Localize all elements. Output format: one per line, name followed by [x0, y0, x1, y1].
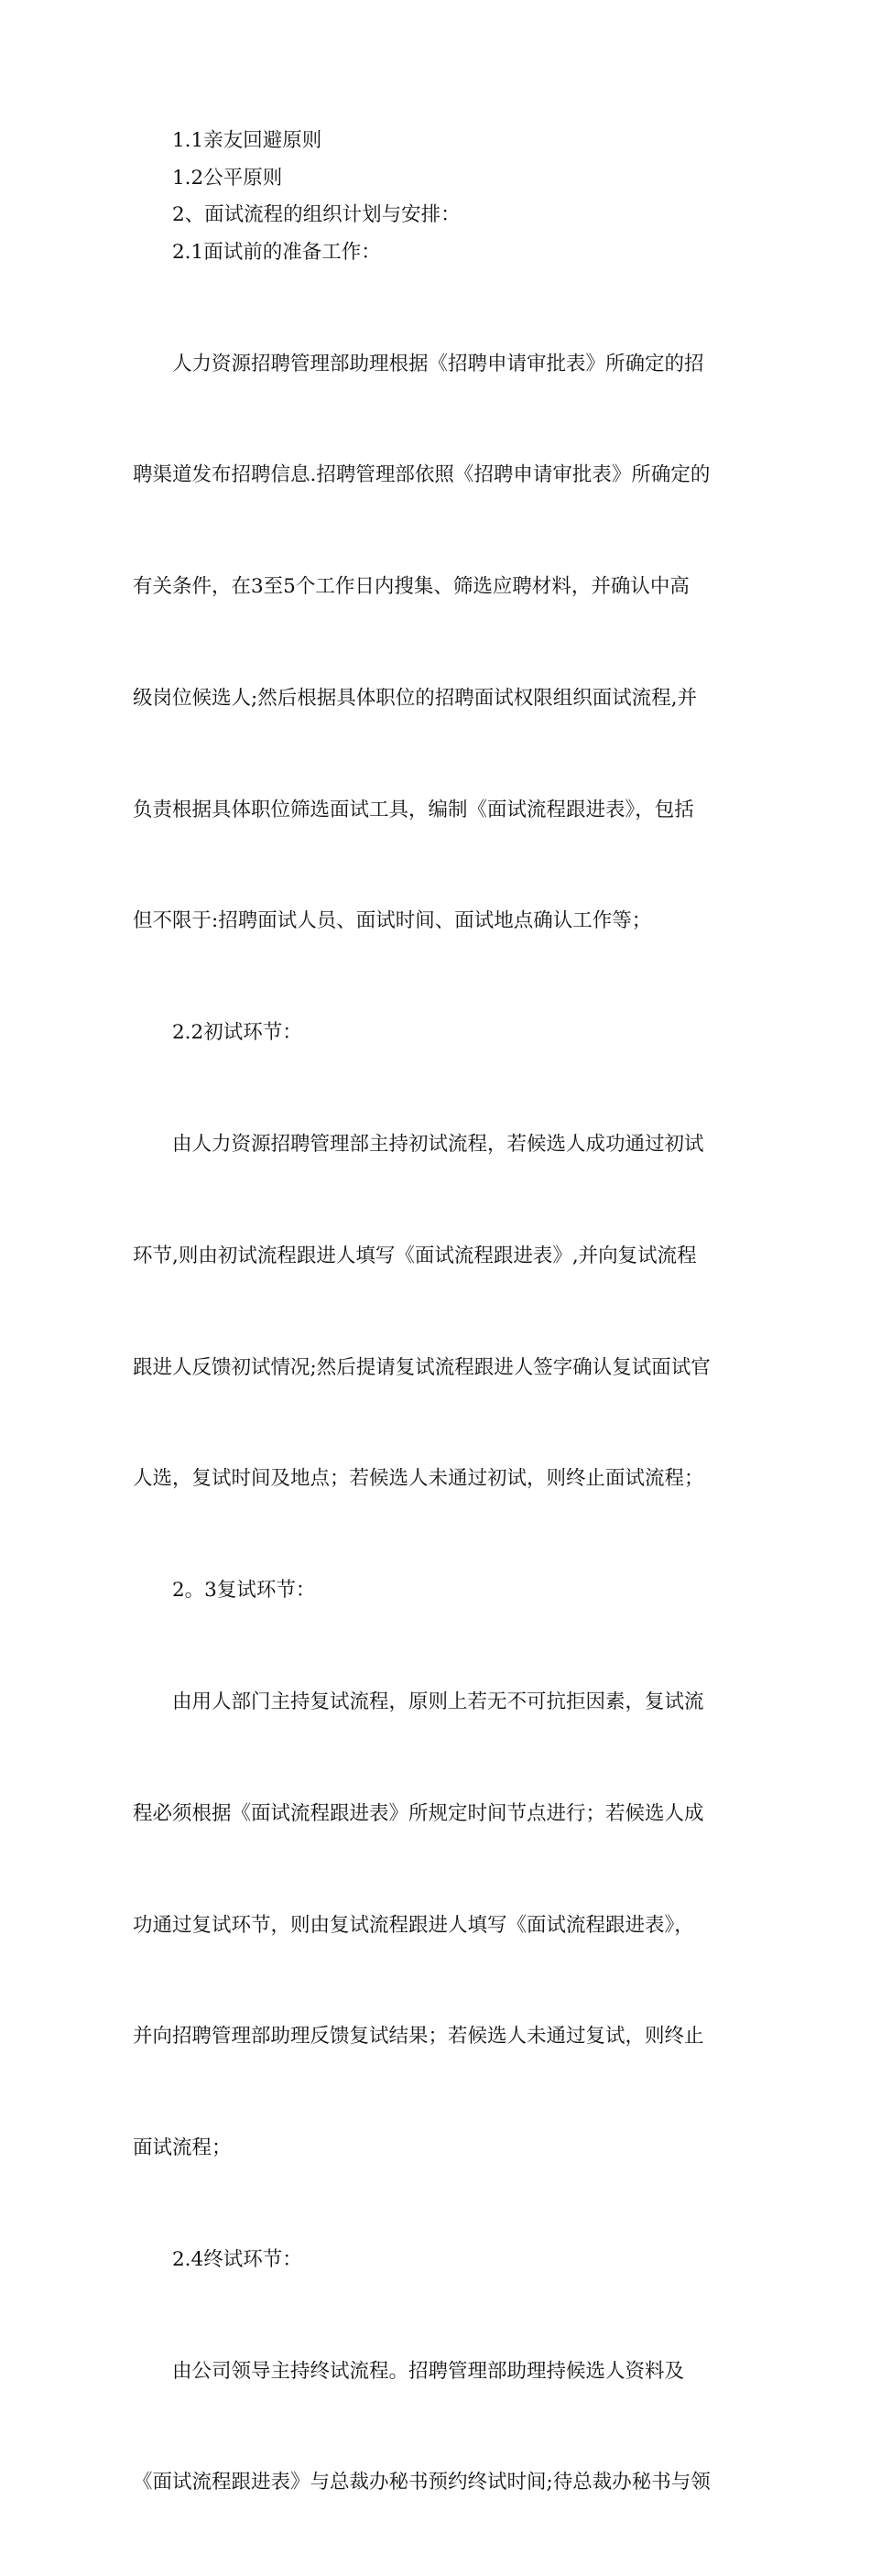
- paragraph-preparation: [133, 271, 746, 1015]
- text-line: 聘渠道发布招聘信息.招聘管理部依照《招聘申请审批表》所确定的: [133, 463, 711, 487]
- section-heading-2-2: 2.2初试环节：: [172, 1021, 302, 1045]
- text-line: 功通过复试环节，则由复试流程跟进人填写《面试流程跟进表》，: [133, 1913, 694, 1937]
- paragraph-second-interview: [133, 1610, 746, 2242]
- text-line: 有关条件，在3至5个工作日内搜集、筛选应聘材料，并确认中高: [133, 575, 690, 599]
- text-line: 人选，复试时间及地点；若候选人未通过初试，则终止面试流程；: [133, 1467, 704, 1491]
- text-line: 并向招聘管理部助理反馈复试结果；若候选人未通过复试，则终止: [133, 2025, 704, 2049]
- text-line: 级岗位候选人;然后根据具体职位的招聘面试权限组织面试流程,并: [133, 686, 698, 710]
- paragraph-final-interview: [133, 2278, 746, 2576]
- section-heading-1-2: 1.2公平原则: [172, 166, 283, 190]
- section-heading-2-4: 2.4终试环节：: [172, 2247, 302, 2271]
- text-line: 负责根据具体职位筛选面试工具，编制《面试流程跟进表》，包括: [133, 798, 694, 821]
- paragraph-first-interview: [133, 1052, 746, 1572]
- text-line: 由用人部门主持复试流程，原则上若无不可抗拒因素，复试流: [172, 1690, 704, 1713]
- text-line: 环节,则由初试流程跟进人填写《面试流程跟进表》,并向复试流程: [133, 1244, 697, 1267]
- text-line: 由公司领导主持终试流程。招聘管理部助理持候选人资料及: [172, 2359, 685, 2383]
- text-line: 由人力资源招聘管理部主持初试流程，若候选人成功通过初试: [172, 1133, 704, 1157]
- section-heading-2-3: 2。3复试环节：: [172, 1579, 316, 1603]
- document-body: [133, 123, 746, 2576]
- text-line: 但不限于:招聘面试人员、面试时间、面试地点确认工作等；: [133, 909, 652, 933]
- text-line: 人力资源招聘管理部助理根据《招聘申请审批表》所确定的招: [172, 352, 704, 375]
- text-line: 《面试流程跟进表》与总裁办秘书预约终试时间;待总裁办秘书与领: [133, 2471, 711, 2494]
- section-heading-2: 2、面试流程的组织计划与安排：: [172, 203, 461, 227]
- text-line: 跟进人反馈初试情况;然后提请复试流程跟进人签字确认复试面试官: [133, 1355, 711, 1379]
- section-heading-2-1: 2.1面试前的准备工作：: [172, 240, 381, 264]
- section-heading-1-1: 1.1亲友回避原则: [172, 129, 322, 152]
- text-line: 程必须根据《面试流程跟进表》所规定时间节点进行；若候选人成: [133, 1801, 704, 1825]
- text-line: 面试流程；: [133, 2136, 232, 2160]
